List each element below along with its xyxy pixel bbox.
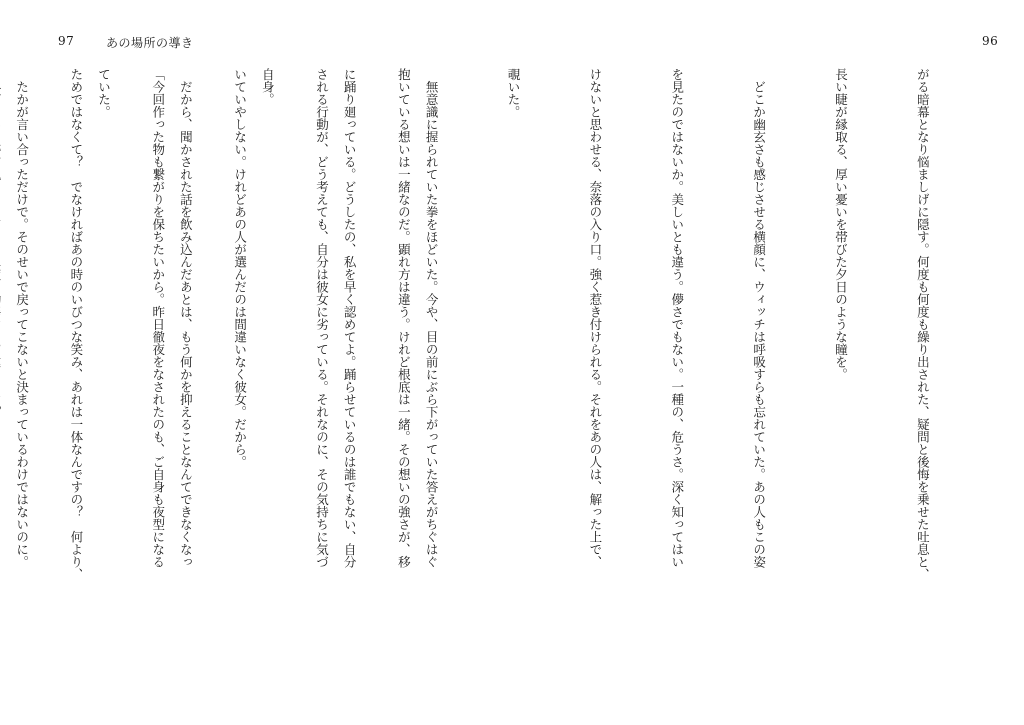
- text-line: される行動が、どう考えても、自分は彼女に劣っている。それなのに、その気持ちに気づ: [314, 68, 330, 568]
- text-line: けないと思わせる、奈落の入り口。強く惹き付けられる。それをあの人は、解った上で、: [587, 68, 603, 568]
- text-line: がる暗幕となり悩ましげに隠す。何度も何度も繰り出された、疑問と後悔を乗せた吐息と、: [915, 68, 931, 581]
- text-line: に踊り廻っている。どうしたの、私を早く認めてよ。踊らせているのは誰でもない、自分: [342, 68, 358, 568]
- text-line: 無意識に握られていた拳をほどいた。今や、目の前にぶら下がっていた答えがちぐはぐ: [424, 68, 440, 568]
- text-line: 自身。: [260, 68, 276, 106]
- text-line: 長い睫が縁取る、厚い憂いを帯びた夕日のような瞳を。: [833, 68, 849, 381]
- text-line: 覗いた。: [505, 68, 521, 118]
- text-line: どこか幽玄さも感じさせる横顔に、ウィッチは呼吸すらも忘れていた。あの人もこの姿: [751, 68, 767, 568]
- text-line: ていた。: [96, 68, 112, 118]
- text-line: 「今回作った物も繋がりを保ちたいから。昨日徹夜をなされたのも、ご自身も夜型になる: [150, 68, 166, 568]
- text-line: ためではなくて？ でなければあの時のいびつな笑み、あれは一体なんですの？ 何より、: [68, 68, 84, 581]
- text-line: を見たのではないか。美しいとも違う。儚さでもない。一種の、危うさ。深く知ってはい: [669, 68, 685, 568]
- running-head: あの場所の導き: [106, 36, 194, 50]
- text-line: だから、聞かされた話を飲み込んだあとは、もう何かを抑えることなんてできなくなっ: [178, 68, 194, 568]
- text-line: いていやしない。けれどあの人が選んだのは間違いなく彼女。だから。: [232, 68, 248, 468]
- page-number-right: 96: [982, 34, 999, 48]
- text-line: たかが言い合っただけで。そのせいで戻ってこないと決まっているわけではないのに。: [14, 68, 30, 568]
- page-number-left: 97: [58, 34, 75, 48]
- text-line: 抱いている想いは一緒なのだ。顕れ方は違う。けれど根底は一緒。その想いの強さが、移: [396, 68, 412, 568]
